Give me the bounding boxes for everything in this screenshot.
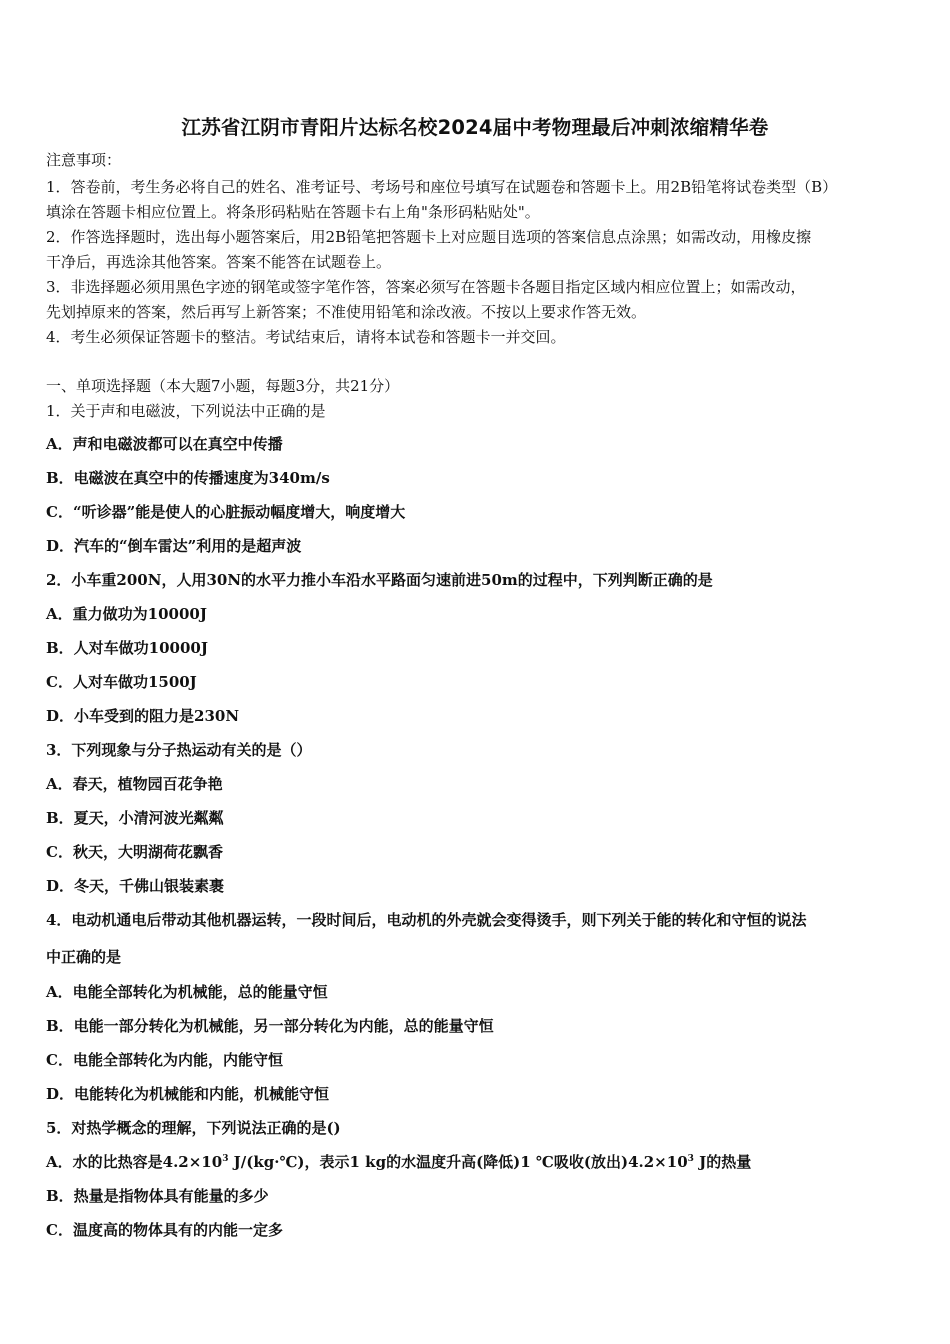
notice-line: 2．作答选择题时，选出每小题答案后，用2B铅笔把答题卡上对应题目选项的答案信息点涂黑；如需改动，用橡皮擦 xyxy=(46,228,812,246)
notice-line: 4．考生必须保证答题卡的整洁。考试结束后，请将本试卷和答题卡一并交回。 xyxy=(46,328,566,346)
option-2d: D．小车受到的阻力是230N xyxy=(46,707,240,725)
question-stem-5: 5．对热学概念的理解，下列说法正确的是() xyxy=(46,1119,341,1137)
option-5a-text-1: A．水的比热容是4.2×10 xyxy=(46,1153,223,1171)
option-1d: D．汽车的“倒车雷达”利用的是超声波 xyxy=(46,537,302,555)
option-4c: C．电能全部转化为内能，内能守恒 xyxy=(46,1051,283,1069)
option-1b: B．电磁波在真空中的传播速度为340m/s xyxy=(46,469,330,487)
option-2b: B．人对车做功10000J xyxy=(46,639,208,657)
option-4b: B．电能一部分转化为机械能，另一部分转化为内能，总的能量守恒 xyxy=(46,1017,494,1035)
option-1a: A．声和电磁波都可以在真空中传播 xyxy=(46,435,283,453)
question-stem-3: 3．下列现象与分子热运动有关的是（） xyxy=(46,741,312,759)
option-3c: C．秋天，大明湖荷花飘香 xyxy=(46,843,223,861)
question-stem-4-cont: 中正确的是 xyxy=(46,948,122,966)
exponent: 3 xyxy=(687,1154,694,1164)
question-stem-4: 4．电动机通电后带动其他机器运转，一段时间后，电动机的外壳就会变得烫手，则下列关于能的转化和守恒的说法 xyxy=(46,911,807,929)
option-4a: A．电能全部转化为机械能，总的能量守恒 xyxy=(46,983,328,1001)
option-3b: B．夏天，小清河波光粼粼 xyxy=(46,809,224,827)
option-5a-text-2: J/(kg·℃)，表示1 kg的水温度升高(降低)1 ℃吸收(放出)4.2×10 xyxy=(228,1153,688,1171)
notice-line: 干净后，再选涂其他答案。答案不能答在试题卷上。 xyxy=(46,253,392,271)
option-3d: D．冬天，千佛山银装素裹 xyxy=(46,877,225,895)
option-5a xyxy=(46,1152,751,1172)
option-4d: D．电能转化为机械能和内能，机械能守恒 xyxy=(46,1085,330,1103)
section-heading: 一、单项选择题（本大题7小题，每题3分，共21分） xyxy=(46,377,400,395)
question-stem-1: 1．关于声和电磁波，下列说法中正确的是 xyxy=(46,402,326,420)
option-3a: A．春天，植物园百花争艳 xyxy=(46,775,223,793)
option-5a-text-3: J的热量 xyxy=(693,1153,752,1171)
notice-heading: 注意事项： xyxy=(46,151,122,169)
notice-line: 1．答卷前，考生务必将自己的姓名、准考证号、考场号和座位号填写在试题卷和答题卡上。用2B铅笔将试卷类型（B） xyxy=(46,178,838,196)
option-2c: C．人对车做功1500J xyxy=(46,673,197,691)
notice-line: 先划掉原来的答案，然后再写上新答案；不准使用铅笔和涂改液。不按以上要求作答无效。 xyxy=(46,303,647,321)
option-5b: B．热量是指物体具有能量的多少 xyxy=(46,1187,269,1205)
option-1c: C．“听诊器”能是使人的心脏振动幅度增大，响度增大 xyxy=(46,503,406,521)
notice-line: 填涂在答题卡相应位置上。将条形码粘贴在答题卡右上角"条形码粘贴处"。 xyxy=(46,203,540,221)
exponent: 3 xyxy=(222,1154,229,1164)
question-stem-2: 2．小车重200N，人用30N的水平力推小车沿水平路面匀速前进50m的过程中，下列判断正确的是 xyxy=(46,571,713,589)
option-2a: A．重力做功为10000J xyxy=(46,605,207,623)
page-title: 江苏省江阴市青阳片达标名校2024届中考物理最后冲刺浓缩精华卷 xyxy=(181,116,769,139)
notice-line: 3．非选择题必须用黑色字迹的钢笔或签字笔作答，答案必须写在答题卡各题目指定区域内相应位置上；如需改动， xyxy=(46,278,806,296)
option-5c: C．温度高的物体具有的内能一定多 xyxy=(46,1221,283,1239)
